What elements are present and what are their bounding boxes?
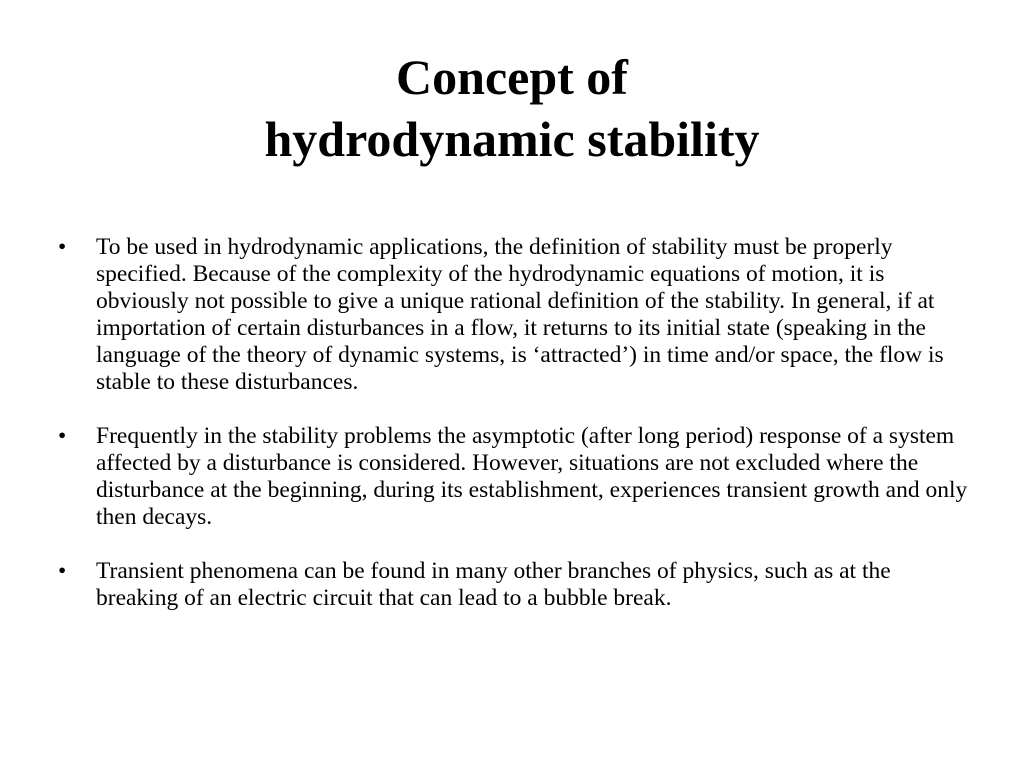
- bullet-icon: •: [58, 558, 67, 584]
- bullet-icon: •: [58, 234, 67, 260]
- bullet-item-2: [58, 423, 970, 531]
- title-line-1: Concept of: [396, 49, 628, 105]
- bullet-text-1: To be used in hydrodynamic applications, the definition of stability must be properly specified. Because of the complexity of the hydrodynamic equations of motion, it is obviously not possible to give a unique rational definition of the stability. In general, if at importation of certain disturbances in a flow, it returns to its initial state (speaking in the language of the theory of dynamic systems, is ‘attracted’) in time and/or space, the flow is stable to these disturbances.: [96, 234, 944, 395]
- bullet-item-1: [58, 234, 970, 396]
- bullet-icon: •: [58, 423, 67, 449]
- bullet-item-3: [58, 558, 970, 612]
- bullet-text-2: Frequently in the stability problems the asymptotic (after long period) response of a system affected by a disturbance is considered. However, situations are not excluded where the disturbance at the beginning, during its establishment, experiences transient growth and only then decays.: [96, 423, 968, 530]
- title-line-2: hydrodynamic stability: [264, 111, 760, 167]
- slide-title: [0, 46, 1024, 170]
- bullet-list: [58, 234, 970, 612]
- bullet-text-3: Transient phenomena can be found in many other branches of physics, such as at the breaking of an electric circuit that can lead to a bubble break.: [96, 558, 891, 611]
